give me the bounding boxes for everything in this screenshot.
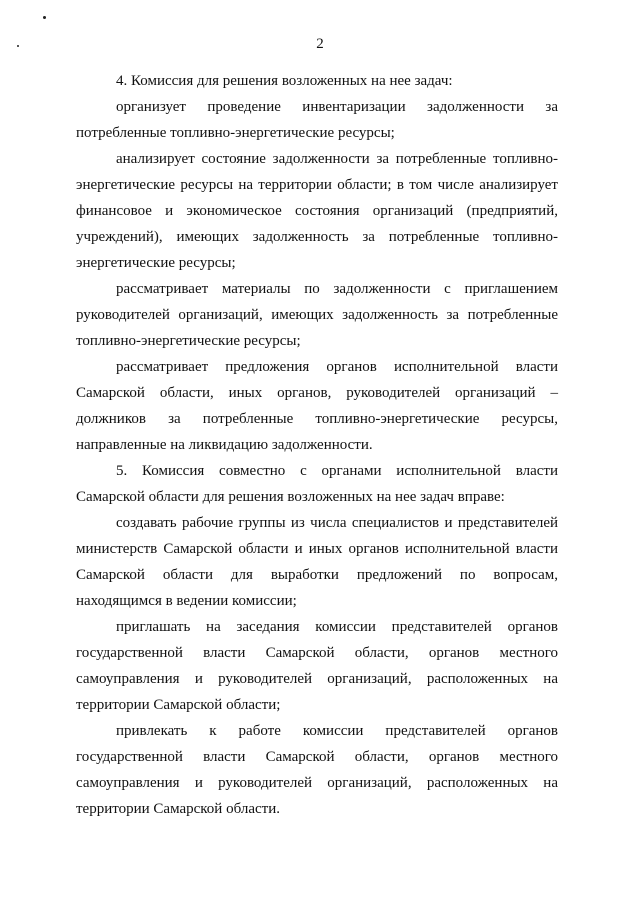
document-body	[76, 68, 558, 822]
paragraph-review-proposals: рассматривает предложения органов исполнительной власти Самарской области, иных органов, руководителей организаций – должников за потребленные топливно-энергетические ресурсы, направленные на ликвидацию задолженности.	[76, 359, 558, 453]
paragraph-invite: приглашать на заседания комиссии представителей органов государственной власти Самарской области, органов местного самоуправления и руководителей организаций, расположенных на территории Самарской области;	[76, 619, 558, 713]
paragraph-review-materials: рассматривает материалы по задолженности с приглашением руководителей организаций, имеющих задолженность за потребленные топливно-энергетические ресурсы;	[76, 281, 558, 349]
paragraph-working-groups: создавать рабочие группы из числа специалистов и представителей министерств Самарской области и иных органов исполнительной власти Самарской области для выработки предложений по вопросам, находящимся в ведении комиссии;	[76, 515, 558, 609]
section-5-heading: 5. Комиссия совместно с органами исполнительной власти Самарской области для решения возложенных на нее задач вправе:	[76, 463, 558, 505]
page-number: 2	[316, 36, 324, 52]
scan-speck	[43, 16, 46, 19]
section-4-heading: 4. Комиссия для решения возложенных на нее задач:	[116, 73, 453, 89]
paragraph-inventory: организует проведение инвентаризации задолженности за потребленные топливно-энергетические ресурсы;	[76, 99, 558, 141]
paragraph-involve: привлекать к работе комиссии представителей органов государственной власти Самарской области, органов местного самоуправления и руководителей организаций, расположенных на территории Самарской области.	[76, 723, 558, 817]
paragraph-analysis: анализирует состояние задолженности за потребленные топливно-энергетические ресурсы на территории области; в том числе анализирует финансовое и экономическое состояния организаций (предприятий, учреждений), имеющих задолженность за потребленные топливно-энергетические ресурсы;	[76, 151, 558, 271]
